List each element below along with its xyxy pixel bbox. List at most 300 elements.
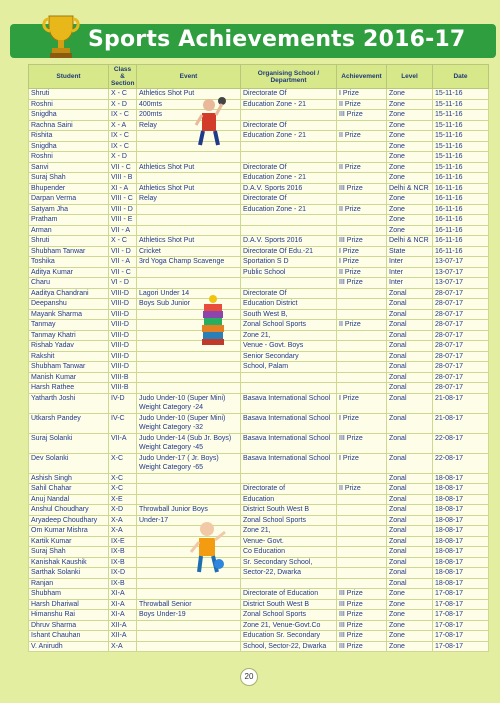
cell-date: 16-11-16: [433, 236, 489, 247]
table-row: [29, 236, 489, 247]
cell-achievement: [337, 299, 387, 310]
cell-event: 3rd Yoga Champ Scavenge: [137, 257, 241, 268]
cell-level: Zonal: [387, 484, 433, 495]
table-row: [29, 631, 489, 642]
cell-achievement: II Prize: [337, 320, 387, 331]
cell-organiser: Directorate Of: [241, 120, 337, 131]
cell-achievement: [337, 173, 387, 184]
cell-level: Zonal: [387, 505, 433, 516]
cell-date: 17-08-17: [433, 631, 489, 642]
cell-organiser: School, Palam: [241, 362, 337, 373]
cell-class: X-A: [109, 515, 137, 526]
cell-class: IX-B: [109, 578, 137, 589]
throwball-player-icon: [185, 520, 231, 576]
cell-class: VIII - B: [109, 173, 137, 184]
table-row: [29, 589, 489, 600]
shot-put-athlete-icon: [188, 95, 232, 147]
cell-date: 16-11-16: [433, 246, 489, 257]
cell-student: Rachna Saini: [29, 120, 109, 131]
cell-level: Zone: [387, 131, 433, 142]
table-row: [29, 309, 489, 320]
cell-class: X - A: [109, 120, 137, 131]
cell-level: Zone: [387, 589, 433, 600]
cell-organiser: Education Sr. Secondary: [241, 631, 337, 642]
cell-event: [137, 204, 241, 215]
cell-organiser: South West B,: [241, 309, 337, 320]
cell-organiser: School, Sector-22, Dwarka: [241, 641, 337, 652]
cell-organiser: [241, 473, 337, 484]
cell-date: 28-07-17: [433, 341, 489, 352]
table-row: [29, 362, 489, 373]
cell-organiser: Sector-22, Dwarka: [241, 568, 337, 579]
cell-student: Manish Kumar: [29, 372, 109, 383]
title-banner: [10, 24, 496, 58]
table-row: [29, 505, 489, 516]
cell-organiser: [241, 578, 337, 589]
cell-event: Judo Under-17 ( Jr. Boys) Weight Category -65: [137, 453, 241, 473]
cell-level: Zonal: [387, 568, 433, 579]
achievements-table: [28, 64, 489, 652]
cell-date: 28-07-17: [433, 320, 489, 331]
cell-achievement: III Prize: [337, 433, 387, 453]
cell-organiser: [241, 110, 337, 121]
cell-class: VIII-D: [109, 309, 137, 320]
cell-date: 16-11-16: [433, 194, 489, 205]
table-row: [29, 141, 489, 152]
cell-date: 13-07-17: [433, 267, 489, 278]
cell-level: Zonal: [387, 547, 433, 558]
cell-achievement: [337, 515, 387, 526]
cell-event: [137, 362, 241, 373]
cell-event: Relay: [137, 194, 241, 205]
cell-achievement: III Prize: [337, 278, 387, 289]
cell-achievement: [337, 547, 387, 558]
cell-level: Zonal: [387, 330, 433, 341]
cell-student: Sanvi: [29, 162, 109, 173]
cell-student: Harsh Dhariwal: [29, 599, 109, 610]
cell-class: X-A: [109, 641, 137, 652]
cell-student: Deepanshu: [29, 299, 109, 310]
cell-student: Shruti: [29, 89, 109, 100]
cell-organiser: Education Zone - 21: [241, 99, 337, 110]
cell-achievement: [337, 330, 387, 341]
cell-student: Suraj Shah: [29, 547, 109, 558]
cell-achievement: [337, 473, 387, 484]
cell-student: Shruti: [29, 236, 109, 247]
cell-event: Cricket: [137, 246, 241, 257]
cell-achievement: [337, 141, 387, 152]
cell-class: IX - C: [109, 141, 137, 152]
cell-student: Kartik Kumar: [29, 536, 109, 547]
cell-class: XII-A: [109, 620, 137, 631]
cell-student: Kanishak Kaushik: [29, 557, 109, 568]
cell-date: 18-08-17: [433, 568, 489, 579]
cell-event: [137, 578, 241, 589]
cell-class: IX - C: [109, 110, 137, 121]
cell-class: X-A: [109, 526, 137, 537]
cell-organiser: Zone 21, Venue-Govt.Co: [241, 620, 337, 631]
cell-event: Judo Under-10 (Super Mini) Weight Category -32: [137, 413, 241, 433]
cell-class: IX-E: [109, 536, 137, 547]
cell-event: [137, 267, 241, 278]
table-row: [29, 568, 489, 579]
cell-student: Roshni: [29, 99, 109, 110]
table-row: [29, 257, 489, 268]
cell-class: VIII-D: [109, 299, 137, 310]
cell-level: Zonal: [387, 288, 433, 299]
cell-organiser: Education Zone - 21: [241, 131, 337, 142]
cell-level: Delhi & NCR: [387, 183, 433, 194]
cell-date: 16-11-16: [433, 215, 489, 226]
cell-student: Toshika: [29, 257, 109, 268]
page-title: Sports Achievements 2016-17: [88, 27, 466, 52]
cell-student: V. Anirudh: [29, 641, 109, 652]
cell-event: Judo Under-14 (Sub Jr. Boys) Weight Category -45: [137, 433, 241, 453]
cell-organiser: Directorate of Education: [241, 589, 337, 600]
cell-class: XI-A: [109, 589, 137, 600]
cell-level: Inter: [387, 257, 433, 268]
cell-organiser: Senior Secondary: [241, 351, 337, 362]
cell-date: 16-11-16: [433, 183, 489, 194]
cell-achievement: [337, 194, 387, 205]
table-row: [29, 267, 489, 278]
cell-date: 15-11-16: [433, 120, 489, 131]
cell-class: VIII-D: [109, 288, 137, 299]
cell-achievement: II Prize: [337, 131, 387, 142]
cell-achievement: [337, 152, 387, 163]
cell-student: Suraj Solanki: [29, 433, 109, 453]
table-row: [29, 610, 489, 621]
cell-achievement: I Prize: [337, 453, 387, 473]
cell-class: VIII-B: [109, 372, 137, 383]
cell-event: [137, 278, 241, 289]
cell-organiser: Zonal School Sports: [241, 320, 337, 331]
cell-student: Tanmay Khatri: [29, 330, 109, 341]
table-row: [29, 183, 489, 194]
cell-level: Zone: [387, 99, 433, 110]
cell-organiser: Directorate Of: [241, 89, 337, 100]
cell-class: VII - C: [109, 267, 137, 278]
header-organiser: Organising School / Department: [241, 65, 337, 89]
cell-class: VI - D: [109, 278, 137, 289]
cell-organiser: Zonal School Sports: [241, 515, 337, 526]
cell-class: IX-D: [109, 568, 137, 579]
cell-class: XI-A: [109, 599, 137, 610]
cell-organiser: Venue - Govt. Boys: [241, 341, 337, 352]
cell-student: Shubham Tanwar: [29, 362, 109, 373]
cell-level: Zone: [387, 215, 433, 226]
cell-student: Aaditya Chandrani: [29, 288, 109, 299]
cell-level: Zonal: [387, 362, 433, 373]
cell-date: 17-08-17: [433, 610, 489, 621]
table-row: [29, 473, 489, 484]
cell-organiser: Directorate of: [241, 484, 337, 495]
table-row: [29, 515, 489, 526]
table-row: [29, 484, 489, 495]
cell-date: 16-11-16: [433, 204, 489, 215]
cell-level: Zonal: [387, 341, 433, 352]
cell-level: Zone: [387, 225, 433, 236]
table-header-row: [29, 65, 489, 89]
cell-date: 18-08-17: [433, 473, 489, 484]
table-row: [29, 320, 489, 331]
table-row: [29, 99, 489, 110]
cell-level: Zonal: [387, 309, 433, 320]
cell-organiser: Sr. Secondary School,: [241, 557, 337, 568]
cell-date: 28-07-17: [433, 309, 489, 320]
cell-achievement: [337, 341, 387, 352]
cell-class: VIII - C: [109, 194, 137, 205]
cell-level: Zone: [387, 610, 433, 621]
cell-event: Boys Under-19: [137, 610, 241, 621]
cell-student: Ashish Singh: [29, 473, 109, 484]
cell-student: Tanmay: [29, 320, 109, 331]
cell-achievement: II Prize: [337, 267, 387, 278]
cell-achievement: [337, 505, 387, 516]
header-class: Class & Section: [109, 65, 137, 89]
cell-organiser: Basava International School: [241, 453, 337, 473]
table-row: [29, 620, 489, 631]
cell-level: Zone: [387, 89, 433, 100]
table-row: [29, 278, 489, 289]
cell-date: 17-08-17: [433, 589, 489, 600]
cell-class: XI - A: [109, 183, 137, 194]
cell-date: 22-08-17: [433, 433, 489, 453]
cell-student: Shubham: [29, 589, 109, 600]
cell-organiser: Directorate Of Edu.-21: [241, 246, 337, 257]
cell-achievement: [337, 526, 387, 537]
cell-class: IX - C: [109, 131, 137, 142]
cell-event: Athletics Shot Put: [137, 162, 241, 173]
cell-level: Zonal: [387, 494, 433, 505]
table-row: [29, 372, 489, 383]
cell-date: 28-07-17: [433, 362, 489, 373]
cell-organiser: Education Zone - 21: [241, 173, 337, 184]
trophy-icon: [40, 10, 82, 62]
cell-event: Throwball Senior: [137, 599, 241, 610]
table-row: [29, 351, 489, 362]
cell-event: Athletics Shot Put: [137, 236, 241, 247]
table-row: [29, 120, 489, 131]
cell-achievement: II Prize: [337, 99, 387, 110]
cell-date: 15-11-16: [433, 89, 489, 100]
cell-achievement: III Prize: [337, 599, 387, 610]
cell-class: VIII-D: [109, 330, 137, 341]
cell-date: 16-11-16: [433, 173, 489, 184]
cell-event: Relay: [137, 120, 241, 131]
cell-student: Dhruv Sharma: [29, 620, 109, 631]
cell-level: Zone: [387, 641, 433, 652]
cell-organiser: District South West B: [241, 505, 337, 516]
cell-organiser: Basava International School: [241, 413, 337, 433]
cell-achievement: III Prize: [337, 641, 387, 652]
cell-student: Himanshu Rai: [29, 610, 109, 621]
cell-achievement: [337, 215, 387, 226]
table-row: [29, 383, 489, 394]
table-row: [29, 299, 489, 310]
header-date: Date: [433, 65, 489, 89]
cell-organiser: Sportation S D: [241, 257, 337, 268]
cell-level: Zonal: [387, 453, 433, 473]
table-row: [29, 204, 489, 215]
cell-organiser: D.A.V. Sports 2016: [241, 183, 337, 194]
cell-event: [137, 473, 241, 484]
cell-student: Dev Solanki: [29, 453, 109, 473]
cell-date: 28-07-17: [433, 351, 489, 362]
cell-date: 18-08-17: [433, 557, 489, 568]
cell-level: Zonal: [387, 536, 433, 547]
cell-level: Zonal: [387, 393, 433, 413]
cell-level: Zone: [387, 620, 433, 631]
cell-class: IV-D: [109, 393, 137, 413]
cell-level: Zone: [387, 110, 433, 121]
cell-achievement: I Prize: [337, 89, 387, 100]
stacked-blocks-icon: [200, 294, 226, 346]
cell-achievement: [337, 557, 387, 568]
cell-level: Zone: [387, 204, 433, 215]
table-row: [29, 494, 489, 505]
cell-student: Rishita: [29, 131, 109, 142]
cell-date: 15-11-16: [433, 141, 489, 152]
table-row: [29, 225, 489, 236]
header-level: Level: [387, 65, 433, 89]
cell-level: Zonal: [387, 473, 433, 484]
cell-achievement: [337, 225, 387, 236]
cell-event: Under-17: [137, 515, 241, 526]
cell-date: 18-08-17: [433, 536, 489, 547]
cell-achievement: [337, 383, 387, 394]
cell-organiser: D.A.V. Sports 2016: [241, 236, 337, 247]
cell-level: Zonal: [387, 515, 433, 526]
cell-level: Zone: [387, 194, 433, 205]
cell-organiser: Education Zone - 21: [241, 204, 337, 215]
cell-event: [137, 589, 241, 600]
cell-level: Delhi & NCR: [387, 236, 433, 247]
table-row: [29, 89, 489, 100]
cell-student: Rishab Yadav: [29, 341, 109, 352]
cell-organiser: [241, 225, 337, 236]
cell-student: Yatharth Joshi: [29, 393, 109, 413]
cell-level: Zonal: [387, 351, 433, 362]
cell-level: State: [387, 246, 433, 257]
cell-student: Utkarsh Pandey: [29, 413, 109, 433]
cell-date: 21-08-17: [433, 393, 489, 413]
cell-student: Snigdha: [29, 141, 109, 152]
cell-achievement: III Prize: [337, 610, 387, 621]
cell-class: XI-A: [109, 610, 137, 621]
cell-event: [137, 152, 241, 163]
cell-date: 16-11-16: [433, 225, 489, 236]
cell-student: Anuj Nandal: [29, 494, 109, 505]
cell-achievement: [337, 288, 387, 299]
table-row: [29, 547, 489, 558]
cell-student: Ishant Chauhan: [29, 631, 109, 642]
cell-date: 13-07-17: [433, 257, 489, 268]
cell-achievement: [337, 362, 387, 373]
cell-achievement: I Prize: [337, 257, 387, 268]
cell-student: Sahil Chahar: [29, 484, 109, 495]
cell-date: 18-08-17: [433, 505, 489, 516]
cell-organiser: Zone 21,: [241, 330, 337, 341]
cell-student: Om Kumar Mishra: [29, 526, 109, 537]
cell-date: 17-08-17: [433, 599, 489, 610]
cell-level: Zone: [387, 152, 433, 163]
cell-student: Roshni: [29, 152, 109, 163]
cell-achievement: [337, 372, 387, 383]
table-row: [29, 453, 489, 473]
cell-date: 18-08-17: [433, 547, 489, 558]
cell-event: [137, 351, 241, 362]
cell-event: Boys Sub Junior: [137, 299, 241, 310]
header-achievement: Achievement: [337, 65, 387, 89]
cell-student: Anshul Choudhary: [29, 505, 109, 516]
cell-class: VIII-B: [109, 383, 137, 394]
cell-level: Zone: [387, 599, 433, 610]
cell-achievement: III Prize: [337, 589, 387, 600]
cell-class: X-D: [109, 505, 137, 516]
cell-achievement: [337, 536, 387, 547]
cell-achievement: II Prize: [337, 162, 387, 173]
cell-date: 15-11-16: [433, 131, 489, 142]
cell-achievement: [337, 351, 387, 362]
cell-event: Judo Under-10 (Super Mini) Weight Category -24: [137, 393, 241, 413]
cell-achievement: II Prize: [337, 484, 387, 495]
cell-achievement: III Prize: [337, 631, 387, 642]
cell-student: Charu: [29, 278, 109, 289]
cell-student: Mayank Sharma: [29, 309, 109, 320]
cell-organiser: Co Education: [241, 547, 337, 558]
cell-achievement: III Prize: [337, 620, 387, 631]
cell-event: [137, 225, 241, 236]
cell-date: 13-07-17: [433, 278, 489, 289]
cell-class: VIII - E: [109, 215, 137, 226]
table-row: [29, 526, 489, 537]
cell-student: Sarthak Solanki: [29, 568, 109, 579]
table-row: [29, 341, 489, 352]
cell-level: Zonal: [387, 320, 433, 331]
cell-organiser: [241, 141, 337, 152]
cell-class: X-E: [109, 494, 137, 505]
table-row: [29, 131, 489, 142]
cell-event: [137, 494, 241, 505]
cell-event: Lagori Under 14: [137, 288, 241, 299]
cell-level: Inter: [387, 278, 433, 289]
cell-organiser: Public School: [241, 267, 337, 278]
cell-achievement: I Prize: [337, 413, 387, 433]
cell-organiser: Basava International School: [241, 433, 337, 453]
cell-student: Harsh Rathee: [29, 383, 109, 394]
achievements-table-container: [28, 64, 488, 652]
cell-date: 28-07-17: [433, 372, 489, 383]
cell-achievement: II Prize: [337, 204, 387, 215]
cell-student: Suraj Shah: [29, 173, 109, 184]
cell-organiser: [241, 215, 337, 226]
cell-level: Zonal: [387, 383, 433, 394]
cell-class: IV-C: [109, 413, 137, 433]
cell-organiser: Directorate Of: [241, 162, 337, 173]
cell-achievement: [337, 120, 387, 131]
cell-organiser: Venue- Govt.: [241, 536, 337, 547]
cell-date: 28-07-17: [433, 299, 489, 310]
cell-level: Zonal: [387, 372, 433, 383]
table-row: [29, 152, 489, 163]
cell-date: 15-11-16: [433, 152, 489, 163]
cell-class: X - D: [109, 152, 137, 163]
cell-class: VII - A: [109, 257, 137, 268]
cell-class: VIII - D: [109, 204, 137, 215]
cell-level: Zone: [387, 631, 433, 642]
cell-student: Rakshit: [29, 351, 109, 362]
